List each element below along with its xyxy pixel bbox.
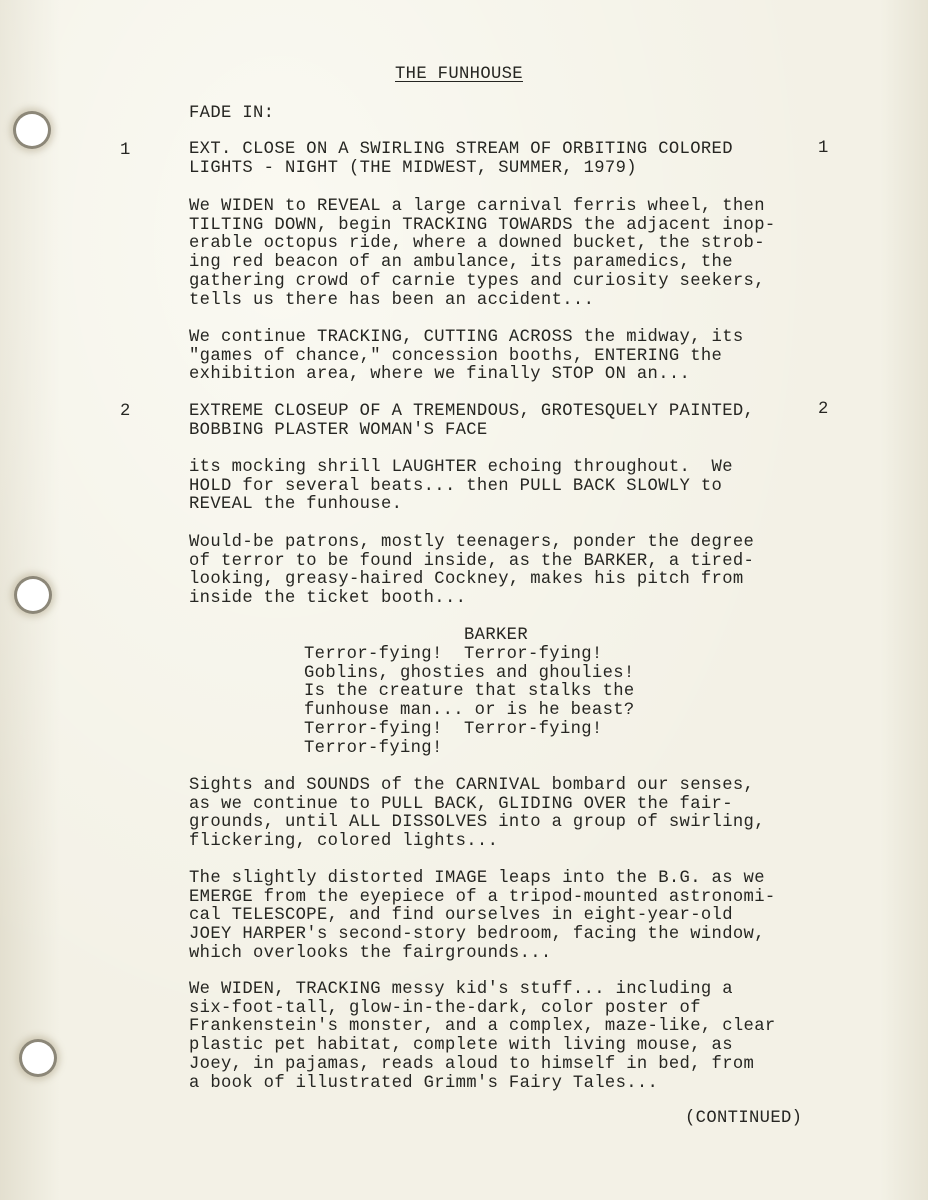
action-line: TILTING DOWN, begin TRACKING TOWARDS the adjacent inop-	[189, 215, 776, 235]
action-line: Would-be patrons, mostly teenagers, ponder the degree	[189, 533, 755, 552]
action-line: grounds, until ALL DISSOLVES into a group of swirling,	[189, 813, 765, 833]
scene-number-left: 2	[120, 402, 131, 421]
action-line: of terror to be found inside, as the BARKER, a tired-	[189, 551, 755, 571]
action-line: its mocking shrill LAUGHTER echoing throughout. We	[189, 458, 733, 477]
action-line: plastic pet habitat, complete with living mouse, as	[189, 1036, 733, 1056]
action-line: "games of chance," concession booths, ENTERING the	[189, 346, 723, 366]
dialogue-line: Is the creature that stalks the	[304, 682, 635, 702]
action-line: a book of illustrated Grimm's Fairy Tales...	[189, 1073, 659, 1093]
action-line: which overlooks the fairgrounds...	[189, 943, 552, 963]
action-line: We WIDEN, TRACKING messy kid's stuff... including a	[189, 980, 733, 999]
action-line: looking, greasy-haired Cockney, makes his pitch from	[189, 570, 744, 590]
action-line: flickering, colored lights...	[189, 832, 499, 852]
character-name: BARKER	[464, 626, 528, 645]
action-line: We WIDEN to REVEAL a large carnival ferris wheel, then	[189, 197, 765, 216]
scene-heading-line: BOBBING PLASTER WOMAN'S FACE	[189, 421, 488, 440]
action-line: erable octopus ride, where a downed bucket, the strob-	[189, 234, 765, 254]
dialogue-line: Terror-fying!	[304, 738, 443, 758]
scene-number-right: 1	[818, 139, 829, 158]
action-line: Joey, in pajamas, reads aloud to himself in bed, from	[189, 1054, 755, 1074]
script-title: THE FUNHOUSE	[395, 65, 523, 84]
scene-heading-line: LIGHTS - NIGHT (THE MIDWEST, SUMMER, 1979)	[189, 159, 637, 178]
dialogue-line: Terror-fying! Terror-fying!	[304, 645, 603, 664]
action-line: inside the ticket booth...	[189, 589, 467, 609]
action-line: We continue TRACKING, CUTTING ACROSS the midway, its	[189, 328, 744, 347]
action-line: ing red beacon of an ambulance, its paramedics, the	[189, 253, 733, 273]
action-line: Sights and SOUNDS of the CARNIVAL bombard our senses,	[189, 776, 755, 795]
scene-heading-line: EXT. CLOSE ON A SWIRLING STREAM OF ORBITING COLORED	[189, 140, 733, 159]
action-line: REVEAL the funhouse.	[189, 495, 403, 515]
scene-number-left: 1	[120, 141, 131, 160]
action-line: HOLD for several beats... then PULL BACK SLOWLY to	[189, 476, 723, 496]
action-line: as we continue to PULL BACK, GLIDING OVER the fair-	[189, 794, 733, 814]
action-line: The slightly distorted IMAGE leaps into the B.G. as we	[189, 869, 765, 888]
fade-in: FADE IN:	[189, 104, 275, 123]
dialogue-line: Goblins, ghosties and ghoulies!	[304, 663, 635, 683]
continued-marker: (CONTINUED)	[685, 1109, 803, 1128]
action-line: tells us there has been an accident...	[189, 290, 595, 310]
action-line: gathering crowd of carnie types and curiosity seekers,	[189, 271, 765, 291]
scene-number-right: 2	[818, 400, 829, 419]
binder-hole-top	[16, 114, 48, 146]
action-line: six-foot-tall, glow-in-the-dark, color poster of	[189, 998, 701, 1018]
dialogue-line: Terror-fying! Terror-fying!	[304, 719, 603, 739]
action-line: EMERGE from the eyepiece of a tripod-mounted astronomi-	[189, 887, 776, 907]
action-line: exhibition area, where we finally STOP ON an...	[189, 365, 691, 385]
action-line: JOEY HARPER's second-story bedroom, facing the window,	[189, 925, 765, 945]
scene-heading-line: EXTREME CLOSEUP OF A TREMENDOUS, GROTESQUELY PAINTED,	[189, 402, 755, 421]
binder-hole-middle	[17, 579, 49, 611]
action-line: cal TELESCOPE, and find ourselves in eight-year-old	[189, 906, 733, 926]
action-line: Frankenstein's monster, and a complex, maze-like, clear	[189, 1017, 776, 1037]
dialogue-line: funhouse man... or is he beast?	[304, 701, 635, 721]
binder-hole-bottom	[22, 1042, 54, 1074]
